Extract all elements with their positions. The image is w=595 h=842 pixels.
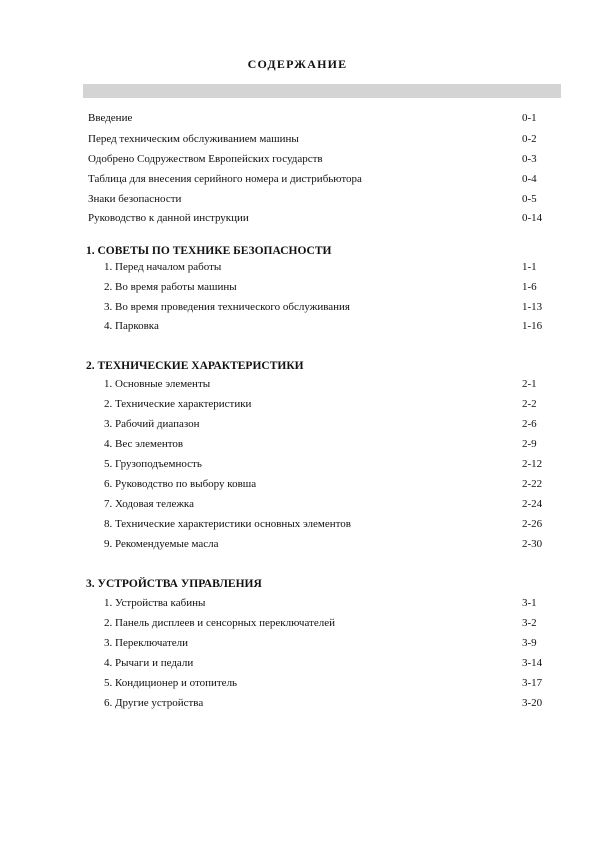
toc-page: 2-30	[522, 538, 543, 550]
toc-page: 3-17	[522, 677, 543, 689]
toc-label: Введение	[88, 112, 133, 124]
toc-page: 0-14	[522, 212, 543, 224]
toc-label: Таблица для внесения серийного номера и дистрибьютора	[88, 173, 362, 185]
toc-page: 2-26	[522, 518, 543, 530]
toc-page: 0-1	[522, 112, 537, 124]
toc-label: 2. Во время работы машины	[104, 281, 237, 293]
toc-page: 2-12	[522, 458, 543, 470]
toc-label: 8. Технические характеристики основных элементов	[104, 518, 351, 530]
toc-label: 4. Парковка	[104, 320, 159, 332]
toc-label: 6. Руководство по выбору ковша	[104, 478, 257, 490]
toc-row[interactable]	[104, 277, 546, 297]
toc-row[interactable]	[104, 633, 546, 653]
section-heading[interactable]: 3. УСТРОЙСТВА УПРАВЛЕНИЯ	[86, 578, 262, 590]
toc-label: 2. Панель дисплеев и сенсорных переключателей	[104, 617, 335, 629]
toc-page: 1-1	[522, 261, 537, 273]
toc-label: 7. Ходовая тележка	[104, 498, 194, 510]
toc-row[interactable]	[104, 297, 546, 317]
toc-row[interactable]	[104, 474, 546, 494]
toc-row[interactable]	[104, 374, 546, 394]
toc-page: 3-2	[522, 617, 537, 629]
toc-page: 2-24	[522, 498, 543, 510]
toc-row[interactable]	[104, 257, 546, 277]
toc-row[interactable]	[88, 169, 546, 189]
toc-label: Руководство к данной инструкции	[88, 212, 249, 224]
toc-label: Перед техническим обслуживанием машины	[88, 133, 299, 145]
toc-row[interactable]	[104, 454, 546, 474]
page-title: СОДЕРЖАНИЕ	[247, 57, 348, 71]
toc-label: 5. Кондиционер и отопитель	[104, 677, 238, 689]
toc-page: 0-5	[522, 193, 537, 205]
header-band	[83, 84, 561, 98]
toc-page: 3-14	[522, 657, 543, 669]
toc-page: 1-6	[522, 281, 537, 293]
toc-row[interactable]	[104, 494, 546, 514]
toc-page: 0-2	[522, 133, 537, 145]
toc-page: 2-9	[522, 438, 537, 450]
toc-label: 1. Устройства кабины	[104, 597, 206, 609]
toc-page: 3-1	[522, 597, 537, 609]
toc-label: 3. Переключатели	[104, 637, 189, 649]
toc-page: 0-4	[522, 173, 537, 185]
toc-page: 0-3	[522, 153, 537, 165]
toc-row[interactable]	[104, 593, 546, 613]
toc-page: 1-13	[522, 301, 543, 313]
toc-row[interactable]	[88, 108, 546, 128]
toc-row[interactable]	[88, 189, 546, 209]
toc-label: 1. Перед началом работы	[104, 261, 222, 273]
toc-page: 2-2	[522, 398, 537, 410]
toc-label: 3. Во время проведения технического обслуживания	[104, 301, 350, 313]
toc-row[interactable]	[104, 514, 546, 534]
toc-row[interactable]	[104, 414, 546, 434]
toc-page: 3-20	[522, 697, 543, 709]
section-heading[interactable]: 1. СОВЕТЫ ПО ТЕХНИКЕ БЕЗОПАСНОСТИ	[86, 245, 332, 257]
toc-row[interactable]	[104, 673, 546, 693]
toc-label: 6. Другие устройства	[104, 697, 204, 709]
toc-label: Знаки безопасности	[88, 193, 182, 205]
toc-label: 2. Технические характеристики	[104, 398, 252, 410]
toc-page: 3-9	[522, 637, 537, 649]
toc-row[interactable]	[104, 316, 546, 336]
toc-row[interactable]	[88, 149, 546, 169]
toc-label: 9. Рекомендуемые масла	[104, 538, 219, 550]
toc-page: 2-22	[522, 478, 543, 490]
toc-page: 2-6	[522, 418, 537, 430]
toc-row[interactable]	[104, 394, 546, 414]
toc-row[interactable]	[88, 129, 546, 149]
toc-row[interactable]	[104, 434, 546, 454]
toc-page: 2-1	[522, 378, 537, 390]
toc-row[interactable]	[104, 653, 546, 673]
toc-label: 4. Рычаги и педали	[104, 657, 194, 669]
toc-row[interactable]	[88, 208, 546, 228]
toc-page: 1-16	[522, 320, 543, 332]
toc-label: Одобрено Содружеством Европейских государств	[88, 153, 323, 165]
toc-row[interactable]	[104, 613, 546, 633]
toc-label: 1. Основные элементы	[104, 378, 211, 390]
toc-label: 5. Грузоподъемность	[104, 458, 202, 470]
toc-row[interactable]	[104, 534, 546, 554]
toc-label: 3. Рабочий диапазон	[104, 418, 200, 430]
section-heading[interactable]: 2. ТЕХНИЧЕСКИЕ ХАРАКТЕРИСТИКИ	[86, 360, 304, 372]
toc-label: 4. Вес элементов	[104, 438, 184, 450]
toc-row[interactable]	[104, 693, 546, 713]
